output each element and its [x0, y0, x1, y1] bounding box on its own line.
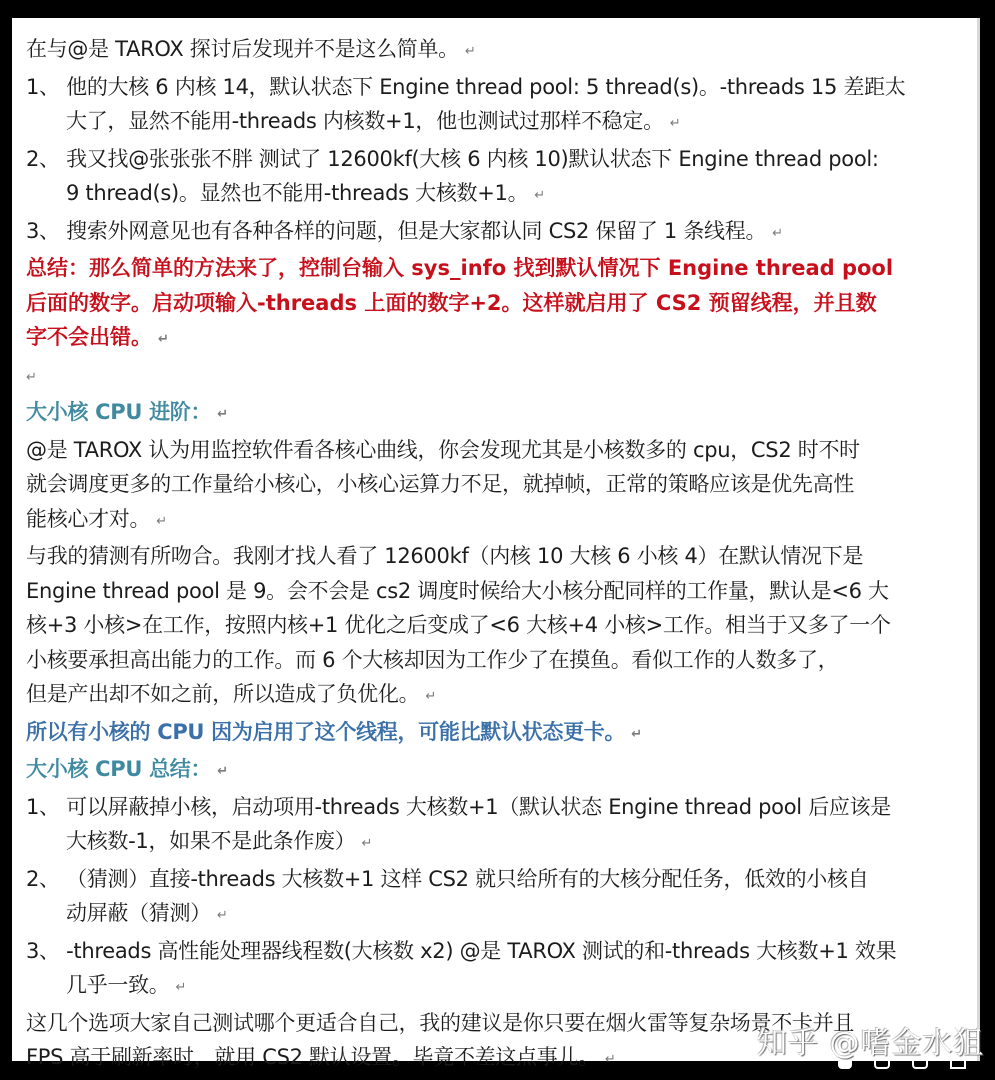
point-2-line-1	[26, 142, 966, 177]
guess-line-4	[26, 643, 966, 678]
point-2-line-2	[26, 176, 966, 214]
heading-text: 大小核 CPU 进阶：	[26, 400, 212, 424]
line-text: 这几个选项大家自己测试哪个更适合自己，我的建议是你只要在烟火雷等复杂场景不卡并且	[26, 1010, 854, 1035]
toolbar-circle-icon	[874, 1061, 890, 1069]
paragraph-mark-icon: ↵	[156, 513, 167, 529]
line-text: 9 thread(s)。显然也不能用-threads 大核数+1。	[66, 181, 529, 205]
summary-line-3	[26, 320, 966, 358]
toolbar-square-icon	[950, 1061, 966, 1069]
advanced-line-3	[26, 502, 966, 540]
summary-item-1-line-2	[26, 824, 966, 862]
line-text: 2、 我又找@张张张不胖 测试了 12600kf(大核 6 内核 10)默认状态下 Engine thread pool:	[26, 146, 879, 171]
bottom-toolbar-fragment	[838, 1061, 966, 1073]
summary-heading	[26, 752, 966, 790]
line-text: @是 TAROX 认为用监控软件看各核心曲线，你会发现尤其是小核数多的 cpu，CS2 时不时	[26, 437, 860, 462]
point-1-line-1	[26, 70, 966, 105]
toolbar-circle-icon	[912, 1061, 928, 1069]
line-text: 就会调度更多的工作量给小核心，小核心运算力不足，就掉帧，正常的策略应该是优先高性	[26, 472, 854, 496]
line-text: FPS 高于刷新率时，就用 CS2 默认设置。毕竟不差这点事儿。	[26, 1045, 599, 1069]
guess-line-3	[26, 608, 966, 643]
toolbar-icon	[838, 1061, 852, 1069]
line-text: 1、 可以屏蔽掉小核，启动项用-threads 大核数+1（默认状态 Engine thread pool 后应该是	[26, 794, 891, 819]
line-text: 1、 他的大核 6 内核 14，默认状态下 Engine thread pool: 5 thread(s)。-threads 15 差距太	[26, 74, 906, 99]
line-text: 动屏蔽（猜测）	[66, 901, 211, 925]
paragraph-mark-icon: ↵	[217, 407, 228, 422]
paragraph-mark-icon: ↵	[158, 332, 169, 347]
summary-item-3-line-1	[26, 934, 966, 969]
line-text: 字不会出错。	[26, 325, 152, 349]
paragraph-mark-icon: ↵	[216, 908, 228, 923]
guess-line-1	[26, 539, 966, 574]
line-text: 总结：那么简单的方法来了，控制台输入 sys_info 找到默认情况下 Engine thread pool	[26, 256, 894, 280]
line-text: 核+3 小核>在工作，按照内核+1 优化之后变成了<6 大核+4 小核>工作。相当于又多了一个	[26, 613, 891, 637]
line-text: 2、 （猜测）直接-threads 大核数+1 这样 CS2 就只给所有的大核分配任务，低效的小核自	[26, 866, 869, 891]
paragraph-mark-icon: ↵	[217, 764, 228, 779]
line-text: 在与@是 TAROX 探讨后发现并不是这么简单。	[26, 37, 459, 61]
paragraph-mark-icon: ↵	[669, 116, 681, 131]
line-text: 大核数-1，如果不是此条作废）	[66, 829, 356, 853]
advanced-heading	[26, 395, 966, 433]
conclusion-line	[26, 715, 966, 753]
line-text: 几乎一致。	[66, 973, 170, 997]
line-text: 但是产出却不如之前，所以造成了负优化。	[26, 682, 420, 706]
line-text: 3、 -threads 高性能处理器线程数(大核数 x2) @是 TAROX 测试的和-threads 大核数+1 效果	[26, 938, 897, 963]
paragraph-mark-icon: ↵	[464, 44, 476, 59]
line-text: 大了，显然不能用-threads 内核数+1，他也测试过那样不稳定。	[66, 109, 664, 133]
guess-line-5	[26, 677, 966, 715]
blank-line	[26, 358, 966, 396]
line-text: 能核心才对。	[26, 506, 151, 531]
zhihu-watermark: 知乎 @嗜金水狙	[757, 1026, 985, 1061]
summary-line-2	[26, 286, 966, 321]
paragraph-mark-icon: ↵	[534, 188, 545, 203]
line-text: 3、 搜索外网意见也有各种各样的问题，但是大家都认同 CS2 保留了 1 条线程。	[26, 218, 767, 243]
paragraph-mark-icon: ↵	[361, 836, 373, 851]
summary-item-2-line-1	[26, 862, 966, 897]
point-3-line	[26, 214, 966, 252]
line-text: Engine thread pool 是 9。会不会是 cs2 调度时候给大小核分配同样的工作量，默认是<6 大	[26, 578, 889, 603]
line-text: 小核要承担高出能力的工作。而 6 个大核却因为工作少了在摸鱼。看似工作的人数多了，	[26, 647, 839, 672]
line-text: 所以有小核的 CPU 因为启用了这个线程，可能比默认状态更卡。	[26, 719, 626, 744]
line-text: 后面的数字。启动项输入-threads 上面的数字+2。这样就启用了 CS2 预留线程，并且数	[26, 290, 877, 315]
heading-text: 大小核 CPU 总结：	[26, 757, 212, 781]
advanced-line-2	[26, 467, 966, 502]
line-text: 与我的猜测有所吻合。我刚才找人看了 12600kf（内核 10 大核 6 小核 4）在默认情况下是	[26, 544, 864, 568]
paragraph-mark-icon: ↵	[631, 726, 642, 742]
summary-item-2-line-2	[26, 896, 966, 934]
summary-item-3-line-2	[26, 968, 966, 1006]
guess-line-2	[26, 574, 966, 609]
paragraph-mark-icon: ↵	[425, 689, 436, 704]
paragraph-mark-icon: ↵	[175, 980, 187, 995]
paragraph-mark-icon: ↵	[604, 1052, 616, 1067]
advanced-line-1	[26, 433, 966, 468]
paragraph-mark-icon: ↵	[26, 369, 37, 385]
intro-line	[26, 32, 966, 70]
document-page	[12, 18, 980, 1069]
paragraph-mark-icon: ↵	[772, 225, 783, 241]
point-1-line-2	[26, 104, 966, 142]
summary-item-1-line-1	[26, 790, 966, 825]
document-body	[26, 32, 966, 1078]
summary-line-1	[26, 251, 966, 286]
